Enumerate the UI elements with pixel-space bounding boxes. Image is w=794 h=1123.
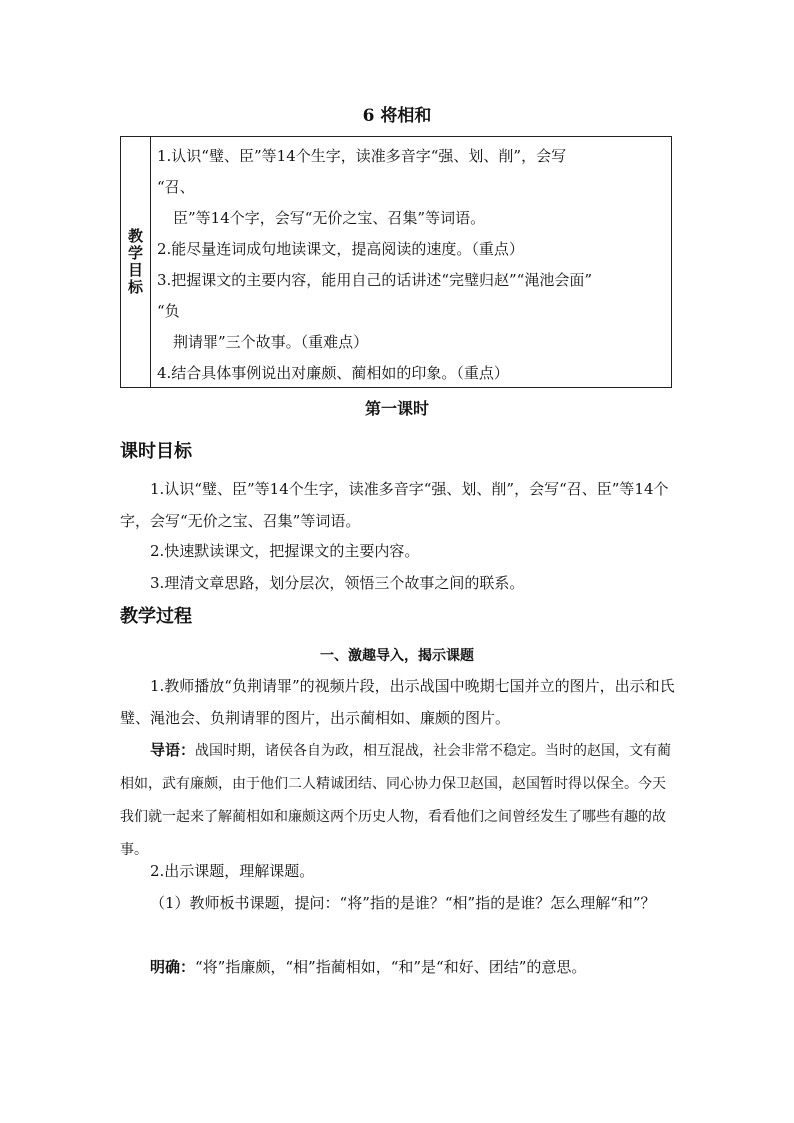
step-2: 2.出示课题，理解课题。 <box>150 862 315 880</box>
objective-line: 荆请罪”三个故事。（重难点） <box>173 333 369 351</box>
answer-paragraph <box>120 951 676 983</box>
goal-item: 3.理清文章思路，划分层次，领悟三个故事之间的联系。 <box>150 574 525 592</box>
objective-line: 1.认识“璧、臣”等14个生字，读准多音字“强、划、削”，会写 <box>157 147 567 165</box>
objectives-label: 教学目标 <box>126 228 144 296</box>
objective-line: 3.把握课文的主要内容，能用自己的话讲述“完璧归赵”“渑池会面” <box>157 271 592 289</box>
page-title: 6 将相和 <box>362 106 432 126</box>
goal-item: 2.快速默读课文，把握课文的主要内容。 <box>150 542 420 560</box>
objective-line: 4.结合具体事例说出对廉颇、蔺相如的印象。（重点） <box>157 364 509 382</box>
objective-line: “负 <box>157 302 180 320</box>
intro-label: 导语： <box>150 741 196 759</box>
objective-line: 臣”等14个字，会写“无价之宝、召集”等词语。 <box>173 209 486 227</box>
objective-line: 2.能尽量连词成句地读课文，提高阅读的速度。（重点） <box>157 240 524 258</box>
intro-text: 战国时期，诸侯各自为政，相互混战，社会非常不稳定。当时的赵国，文有蔺相如，武有廉颇，由于他们二人精诚团结、同心协力保卫赵国，赵国暂时得以保全。今天我们就一起来了解蔺相如和廉颇这两个历史人物，看看他们之间曾经发生了哪些有趣的故事。 <box>120 743 672 858</box>
section1-heading: 一、激趣导入，揭示课题 <box>320 648 474 664</box>
goals-heading: 课时目标 <box>120 441 192 462</box>
objectives-content-cell <box>151 137 671 387</box>
objective-line: “召、 <box>157 178 195 196</box>
intro-paragraph <box>120 734 676 866</box>
process-heading: 教学过程 <box>120 606 192 627</box>
step-2-1: （1）教师板书课题，提问：“将”指的是谁？“相”指的是谁？怎么理解“和”？ <box>150 894 656 912</box>
answer-text: “将”指廉颇，“相”指蔺相如，“和”是“和好、团结”的意思。 <box>195 958 587 976</box>
lesson-heading: 第一课时 <box>364 399 429 418</box>
objectives-table <box>120 136 672 388</box>
goal-item: 1.认识“璧、臣”等14个生字，读准多音字“强、划、削”，会写“召、臣”等14个字，会写“无价之宝、召集”等词语。 <box>120 480 669 530</box>
objectives-label-cell <box>121 137 151 387</box>
step-1: 1.教师播放“负荆请罪”的视频片段，出示战国中晚期七国并立的图片，出示和氏璧、渑池会、负荆请罪的图片，出示蔺相如、廉颇的图片。 <box>120 677 675 727</box>
answer-label: 明确： <box>150 958 196 976</box>
